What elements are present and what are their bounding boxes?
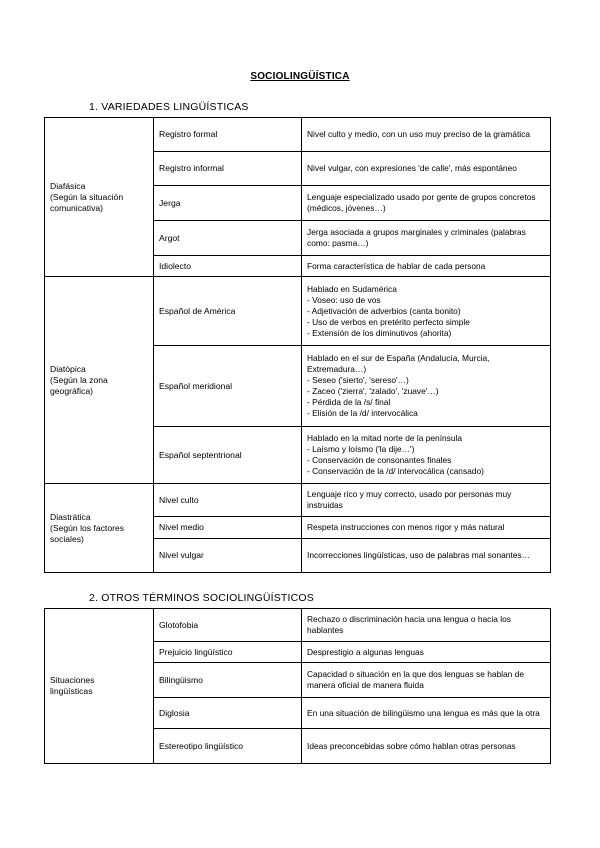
description-cell: [302, 609, 551, 642]
description-line: Lenguaje especializado usado por gente de grupos concretos (médicos, jóvenes…): [307, 192, 536, 213]
term-cell: Bilingüismo: [154, 663, 302, 698]
term-cell: Nivel medio: [154, 517, 302, 539]
term-cell: Estereotipo lingüístico: [154, 729, 302, 764]
description-line: - Zaceo ('zierra', 'zalado', 'zuave'…): [307, 386, 439, 396]
category-line: comunicativa): [50, 202, 104, 213]
description-line: - Pérdida de la /s/ final: [307, 397, 391, 407]
description-cell: [302, 729, 551, 764]
category-line: (Según la zona: [50, 374, 108, 385]
category-cell: [45, 484, 154, 573]
description-cell: [302, 427, 551, 484]
description-line: Lenguaje rico y muy correcto, usado por personas muy instruidas: [307, 489, 512, 510]
category-cell: [45, 118, 154, 277]
description-cell: [302, 539, 551, 573]
description-line: - Adjetivación de adverbios (canta bonito): [307, 305, 461, 316]
description-line: Hablado en el sur de España (Andalucía, Murcia, Extremadura…): [307, 353, 490, 374]
description-cell: [302, 152, 551, 186]
term-cell: Diglosia: [154, 698, 302, 729]
category-line: (Según la situación: [50, 191, 124, 202]
category-line: sociales): [50, 533, 84, 544]
term-cell: Registro informal: [154, 152, 302, 186]
table-row: [45, 609, 551, 642]
description-cell: [302, 517, 551, 539]
description-line: Desprestigio a algunas lenguas: [307, 646, 424, 657]
category-line: Diafásica: [50, 180, 86, 191]
description-cell: [302, 663, 551, 698]
term-cell: Jerga: [154, 186, 302, 221]
description-cell: [302, 484, 551, 517]
section-2-heading: 2. OTROS TÉRMINOS SOCIOLINGÜÍSTICOS: [89, 592, 315, 604]
category-line: Diastrática: [50, 511, 91, 522]
term-cell: Español meridional: [154, 346, 302, 427]
term-cell: Español de América: [154, 277, 302, 346]
category-line: Diatópica: [50, 363, 86, 374]
term-cell: Glotofobia: [154, 609, 302, 642]
description-cell: [302, 256, 551, 277]
term-cell: Español septentrional: [154, 427, 302, 484]
description-line: - Elisión de la /d/ intervocálica: [307, 408, 418, 418]
table-row: [45, 277, 551, 346]
description-line: Nivel culto y medio, con un uso muy preciso de la gramática: [307, 129, 530, 139]
description-line: Forma característica de hablar de cada persona: [307, 260, 486, 271]
description-line: Capacidad o situación en la que dos lenguas se hablan de manera oficial de manera fluida: [307, 669, 524, 690]
description-line: - Conservación de consonantes finales: [307, 455, 452, 465]
category-line: geográfica): [50, 385, 93, 396]
category-line: (Según los factores: [50, 522, 125, 533]
category-cell: [45, 609, 154, 764]
description-cell: [302, 642, 551, 663]
term-cell: Prejuicio lingüístico: [154, 642, 302, 663]
description-line: - Extensión de los diminutivos (ahorita): [307, 327, 452, 338]
table-row: [45, 484, 551, 517]
description-cell: [302, 221, 551, 256]
description-line: Hablado en Sudamérica: [307, 283, 397, 294]
description-cell: [302, 346, 551, 427]
term-cell: Argot: [154, 221, 302, 256]
section-1-heading: 1. VARIEDADES LINGÜÍSTICAS: [89, 101, 249, 113]
description-line: - Seseo ('sierto', 'sereso'…): [307, 375, 409, 385]
term-cell: Nivel culto: [154, 484, 302, 517]
document-title: SOCIOLINGÜÍSTICA: [250, 71, 350, 82]
other-terms-table: [44, 608, 551, 764]
category-cell: [45, 277, 154, 484]
term-cell: Nivel vulgar: [154, 539, 302, 573]
description-line: Incorrecciones lingüísticas, uso de palabras mal sonantes…: [307, 550, 530, 560]
term-cell: Registro formal: [154, 118, 302, 152]
varieties-table: [44, 117, 551, 573]
description-line: Ideas preconcebidas sobre cómo hablan otras personas: [307, 740, 516, 751]
description-line: - Uso de verbos en pretérito perfecto simple: [307, 316, 470, 327]
table-row: [45, 118, 551, 152]
description-line: Hablado en la mitad norte de la península: [307, 433, 463, 443]
description-cell: [302, 277, 551, 346]
description-line: - Voseo: uso de vos: [307, 294, 381, 305]
term-cell: Idiolecto: [154, 256, 302, 277]
category-line: Situaciones: [50, 675, 95, 685]
description-line: - Conservación de la /d/ intervocálica (cansado): [307, 466, 484, 476]
description-cell: [302, 698, 551, 729]
description-line: - Laísmo y loísmo ('la dije…'): [307, 444, 415, 454]
description-line: Respeta instrucciones con menos rigor y más natural: [307, 522, 505, 532]
description-line: Rechazo o discriminación hacia una lengua o hacia los hablantes: [307, 614, 511, 635]
category-line: lingüísticas: [50, 686, 93, 696]
description-cell: [302, 186, 551, 221]
description-line: Jerga asociada a grupos marginales y criminales (palabras como: pasma…): [307, 227, 526, 248]
description-line: Nivel vulgar, con expresiones 'de calle', más espontáneo: [307, 163, 517, 173]
description-line: En una situación de bilingüismo una lengua es más que la otra: [307, 707, 540, 718]
description-cell: [302, 118, 551, 152]
